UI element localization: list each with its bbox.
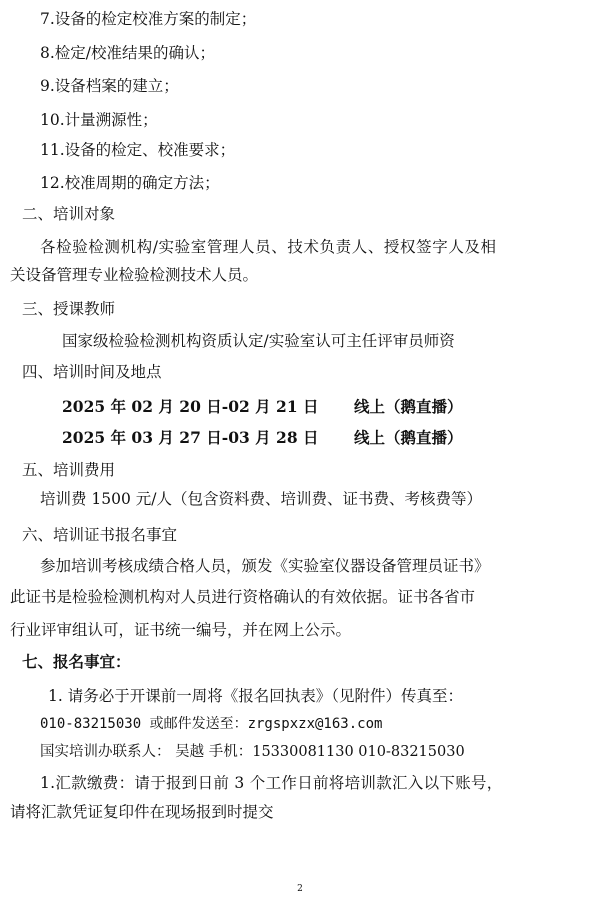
list-item-10: 10.计量溯源性； xyxy=(40,111,158,129)
contact-fax-email: 010-83215030 或邮件发送至：zrgspxzx@163.com xyxy=(40,716,383,732)
paragraph-line: 培训费 1500 元/人（包含资料费、培训费、证书费、考核费等） xyxy=(40,490,483,508)
session-place: 线上（鹅直播） xyxy=(354,397,463,416)
list-item-12: 12.校准周期的确定方法； xyxy=(40,174,220,192)
list-item-8: 8.检定/校准结果的确认； xyxy=(40,44,216,62)
list-item-11: 11.设备的检定、校准要求； xyxy=(40,141,236,159)
section-heading-registration: 七、报名事宜： xyxy=(22,652,131,671)
list-item-7: 7.设备的检定校准方案的制定； xyxy=(40,10,257,28)
session-dates: 2025 年 03 月 27 日-03 月 28 日 xyxy=(62,428,319,447)
paragraph-line: 参加培训考核成绩合格人员，颁发《实验室仪器设备管理员证书》 xyxy=(40,557,490,575)
paragraph-line: 1. 请务必于开课前一周将《报名回执表》（见附件）传真至： xyxy=(48,687,463,705)
paragraph-line: 1.汇款缴费：请于报到日前 3 个工作日前将培训款汇入以下账号， xyxy=(40,774,503,792)
session-dates: 2025 年 02 月 20 日-02 月 21 日 xyxy=(62,397,319,416)
paragraph-line: 此证书是检验检测机构对人员进行资格确认的有效依据。证书各省市 xyxy=(10,588,476,606)
paragraph-line: 请将汇款凭证复印件在现场报到时提交 xyxy=(10,803,274,821)
section-heading-training-target: 二、培训对象 xyxy=(22,205,116,223)
section-heading-time-place: 四、培训时间及地点 xyxy=(22,363,162,381)
paragraph-line: 行业评审组认可，证书统一编号，并在网上公示。 xyxy=(10,621,352,639)
paragraph-line: 关设备管理专业检验检测技术人员。 xyxy=(10,266,259,284)
section-heading-fees: 五、培训费用 xyxy=(22,461,116,479)
paragraph-line: 国家级检验检测机构资质认定/实验室认可主任评审员师资 xyxy=(62,332,455,350)
section-heading-instructors: 三、授课教师 xyxy=(22,300,116,318)
page-number: 2 xyxy=(297,884,303,894)
list-item-9: 9.设备档案的建立； xyxy=(40,77,179,95)
paragraph-line: 各检验检测机构/实验室管理人员、技术负责人、授权签字人及相 xyxy=(40,238,497,256)
contact-person-line: 国实培训办联系人： 吴越 手机：15330081130 010-83215030 xyxy=(40,744,465,760)
session-place: 线上（鹅直播） xyxy=(354,428,463,447)
section-heading-certificate: 六、培训证书报名事宜 xyxy=(22,526,178,544)
